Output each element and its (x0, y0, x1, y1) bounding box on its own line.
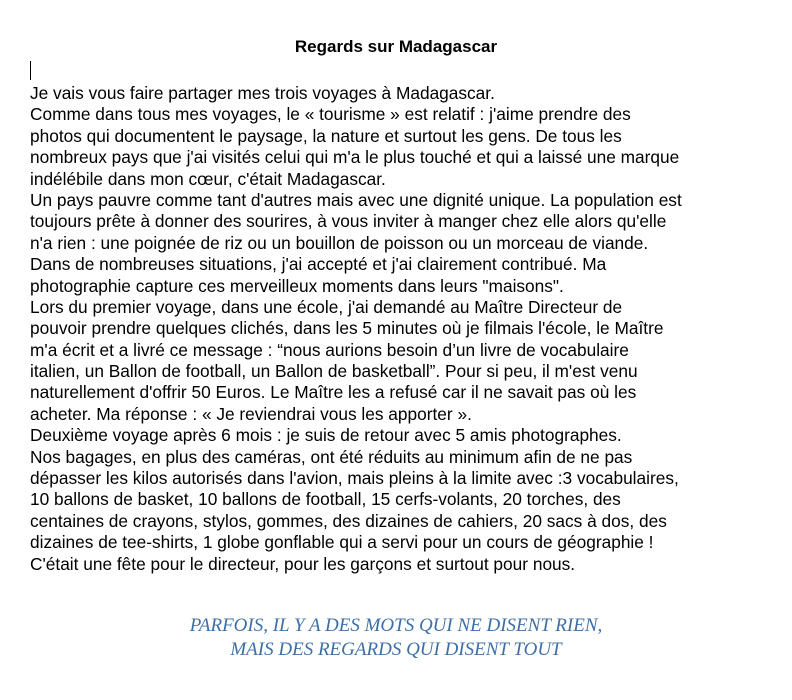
text-line: italien, un Ballon de football, un Ballon de basketball”. Pour si peu, il m'est venu (30, 361, 638, 382)
closing-motto (0, 614, 792, 662)
text-line: Nos bagages, en plus des caméras, ont été réduits au minimum afin de ne pas (30, 446, 633, 467)
text-line: acheter. Ma réponse : « Je reviendrai vous les apporter ». (30, 403, 472, 424)
text-line: Comme dans tous mes voyages, le « tourisme » est relatif : j'aime prendre des (30, 104, 631, 125)
motto-line-1: PARFOIS, IL Y A DES MOTS QUI NE DISENT RIEN, (189, 615, 603, 636)
text-cursor (30, 61, 31, 80)
text-line: m'a écrit et a livré ce message : “nous aurions besoin d’un livre de vocabulaire (30, 339, 629, 360)
text-line: naturellement d'offrir 50 Euros. Le Maître les a refusé car il ne savait pas où les (30, 382, 637, 403)
text-line: C'était une fête pour le directeur, pour les garçons et surtout pour nous. (30, 553, 576, 574)
text-line: Lors du premier voyage, dans une école, j'ai demandé au Maître Directeur de (30, 296, 623, 317)
text-line: photographie capture ces merveilleux moments dans leurs "maisons". (30, 275, 564, 296)
text-line: centaines de crayons, stylos, gommes, des dizaines de cahiers, 20 sacs à dos, des (30, 510, 667, 531)
text-line: nombreux pays que j'ai visités celui qui m'a le plus touché et qui a laissé une marque (30, 147, 680, 168)
text-line: dépasser les kilos autorisés dans l'avion, mais pleins à la limite avec :3 vocabulaires, (30, 468, 679, 489)
text-line: 10 ballons de basket, 10 ballons de football, 15 cerfs-volants, 20 torches, des (30, 489, 621, 510)
text-line: dizaines de tee-shirts, 1 globe gonflable qui a servi pour un cours de géographie ! (30, 532, 654, 553)
text-line: toujours prête à donner des sourires, à vous inviter à manger chez elle alors qu'elle (30, 211, 667, 232)
motto-line-2: MAIS DES REGARDS QUI DISENT TOUT (230, 639, 562, 660)
text-line: Deuxième voyage après 6 mois : je suis de retour avec 5 amis photographes. (30, 425, 622, 446)
text-line: Un pays pauvre comme tant d'autres mais avec une dignité unique. La population est (30, 189, 682, 210)
document-title: Regards sur Madagascar (294, 37, 498, 56)
text-line: Je vais vous faire partager mes trois voyages à Madagascar. (30, 83, 495, 103)
text-line: photos qui documentent le paysage, la nature et surtout les gens. De tous les (30, 125, 622, 146)
text-line: n'a rien : une poignée de riz ou un bouillon de poisson ou un morceau de viande. (30, 232, 649, 253)
text-line: pouvoir prendre quelques clichés, dans les 5 minutes où je filmais l'école, le Maître (30, 318, 664, 339)
document-body[interactable] (30, 83, 770, 575)
text-line: Dans de nombreuses situations, j'ai accepté et j'ai clairement contribué. Ma (30, 254, 607, 275)
text-line: indélébile dans mon cœur, c'était Madagascar. (30, 168, 386, 189)
